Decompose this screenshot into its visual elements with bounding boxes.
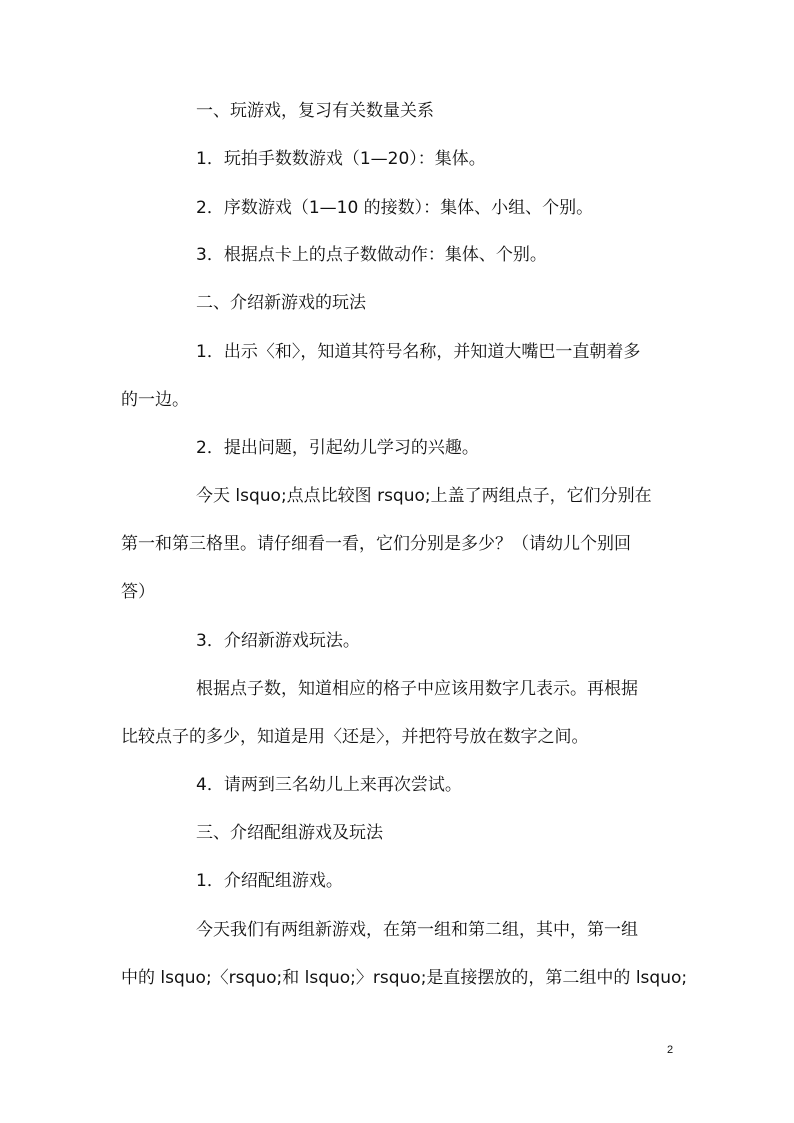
section-heading-2: 二、介绍新游戏的玩法 — [196, 293, 366, 313]
paragraph-line: 1．介绍配组游戏。 — [196, 871, 343, 891]
paragraph-line: 4．请两到三名幼儿上来再次尝试。 — [196, 775, 462, 795]
paragraph-line: 比较点子的多少，知道是用〈还是〉，并把符号放在数字之间。 — [121, 727, 589, 747]
page-number: 2 — [667, 1044, 674, 1056]
paragraph-line: 2．提出问题，引起幼儿学习的兴趣。 — [196, 438, 479, 458]
paragraph-line: 3．根据点卡上的点子数做动作：集体、个别。 — [196, 245, 547, 265]
paragraph-line: 中的 lsquo;〈rsquo;和 lsquo;〉rsquo;是直接摆放的，第二组中的 lsquo; — [121, 968, 688, 988]
paragraph-line: 1．出示〈和〉，知道其符号名称，并知道大嘴巴一直朝着多 — [196, 342, 641, 362]
paragraph-line: 第一和第三格里。请仔细看一看，它们分别是多少？（请幼儿个别回 — [121, 534, 631, 554]
section-heading-3: 三、介绍配组游戏及玩法 — [196, 823, 383, 843]
paragraph-line: 3．介绍新游戏玩法。 — [196, 631, 360, 651]
section-heading-1: 一、玩游戏，复习有关数量关系 — [196, 101, 434, 121]
paragraph-line: 今天我们有两组新游戏，在第一组和第二组，其中，第一组 — [196, 920, 638, 940]
paragraph-line: 答） — [121, 582, 155, 602]
paragraph-line: 的一边。 — [121, 390, 189, 410]
paragraph-line: 根据点子数，知道相应的格子中应该用数字几表示。再根据 — [196, 679, 638, 699]
paragraph-line: 2．序数游戏（1—10 的接数）：集体、小组、个别。 — [196, 198, 594, 218]
paragraph-line: 1．玩拍手数数游戏（1—20）：集体。 — [196, 149, 486, 169]
paragraph-line: 今天 lsquo;点点比较图 rsquo;上盖了两组点子，它们分别在 — [196, 486, 652, 506]
